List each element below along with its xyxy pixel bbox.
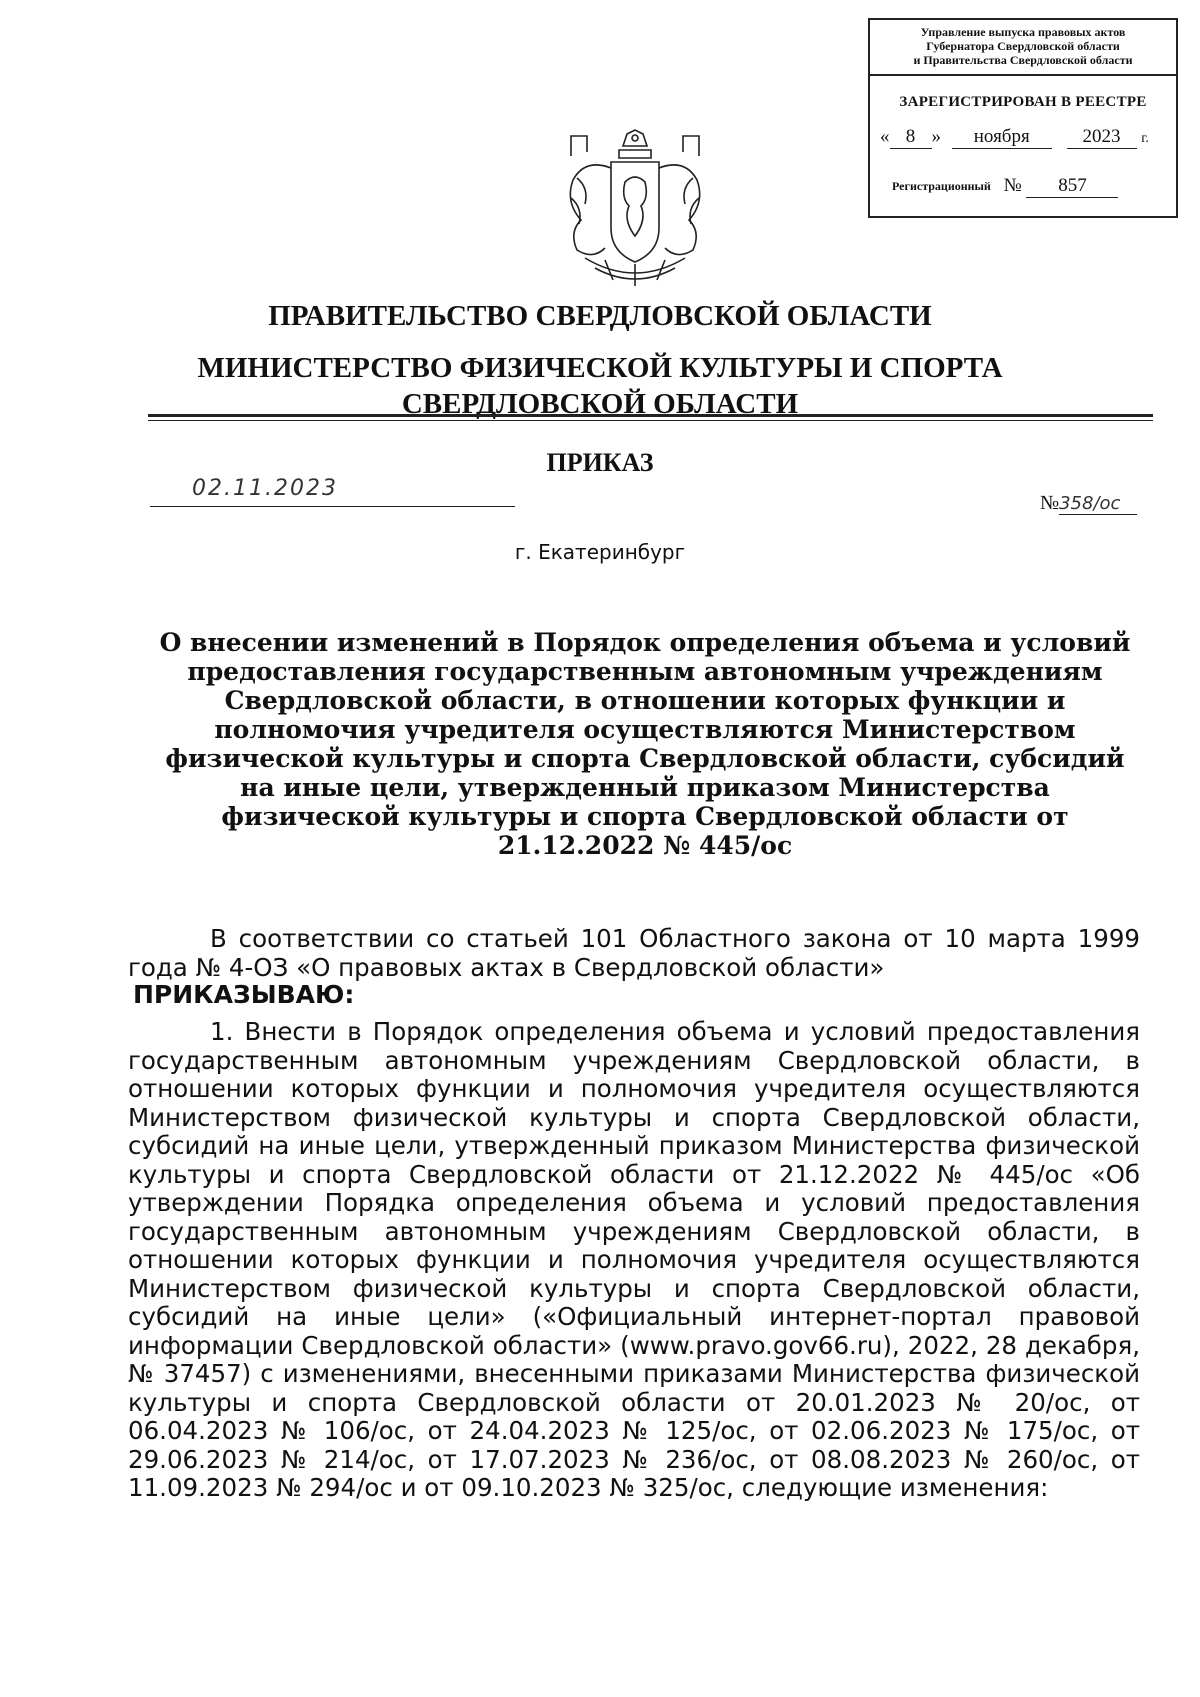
header-rule-thick: [148, 414, 1153, 417]
stamp-month: ноября: [952, 126, 1052, 149]
order-date-handwritten: 02.11.2023: [192, 476, 338, 501]
stamp-header-line: Губернатора Свердловской области: [926, 39, 1120, 53]
stamp-year-suffix: г.: [1141, 131, 1149, 146]
stamp-registered-label: ЗАРЕГИСТРИРОВАН В РЕЕСТРЕ: [899, 94, 1147, 110]
ministry-title-line: МИНИСТЕРСТВО ФИЗИЧЕСКОЙ КУЛЬТУРЫ И СПОРТА: [197, 352, 1003, 384]
item-1-paragraph: 1. Внести в Порядок определения объема и условий предоставления государственным автономным учреждениям Свердловской области, в отношении которых функции и полномочия учредителя осуществляются Министерством физической культуры и спорта Свердловской области, субсидий на иные цели, утвержденный приказом Министерства физической культуры и спорта Свердловской области от 21.12.2022 № 445/ос «Об утверждении Порядка определения объема и условий предоставления государственным автономным учреждениям Свердловской области, в отношении которых функции и полномочия учредителя осуществляются Министерством физической культуры и спорта Свердловской области, субсидий на иные цели» («Официальный интернет-портал правовой информации Свердловской области» (www.pravo.gov66.ru), 2022, 28 декабря, № 37457) с изменениями, внесенными приказами Министерства физической культуры и спорта Свердловской области от 20.01.2023 № 20/ос, от 06.04.2023 № 106/ос, от 24.04.2023 № 125/ос, от 02.06.2023 № 175/ос, от 29.06.2023 № 214/ос, от 17.07.2023 № 236/ос, от 08.08.2023 № 260/ос, от 11.09.2023 № 294/ос и от 09.10.2023 № 325/ос, следующие изменения:: [128, 1017, 1140, 1502]
stamp-header-line: Управление выпуска правовых актов: [920, 25, 1126, 39]
stamp-day: 8: [890, 126, 932, 149]
order-number-sign: №: [1040, 492, 1060, 514]
stamp-close-quote: »: [931, 126, 941, 147]
order-title: О внесении изменений в Порядок определения объема и условий предоставления государственным автономным учреждениям Свердловской области, в отношении которых функции и полномочия учредителя осуществляются Министерством физической культуры и спорта Свердловской области, субсидий на иные цели, утвержденный приказом Министерства физической культуры и спорта Свердловской области от 21.12.2022 № 445/ос: [159, 628, 1131, 860]
stamp-header: [870, 20, 1176, 76]
order-number: [1040, 492, 1137, 515]
order-date-line: [150, 476, 515, 507]
order-number-handwritten: 358/ос: [1059, 493, 1137, 515]
ministry-title: [0, 350, 1200, 422]
stamp-number-value: 857: [1026, 175, 1118, 198]
ministry-title-line: СВЕРДЛОВСКОЙ ОБЛАСТИ: [401, 388, 799, 420]
coat-of-arms-icon: [555, 128, 715, 290]
stamp-number-sign: №: [1003, 175, 1022, 196]
header-rule-thin: [148, 420, 1153, 421]
stamp-year: 2023: [1067, 126, 1137, 149]
stamp-header-line: и Правительства Свердловской области: [913, 53, 1133, 67]
document-type: ПРИКАЗ: [546, 448, 654, 477]
registration-stamp: [868, 18, 1178, 218]
government-title: ПРАВИТЕЛЬСТВО СВЕРДЛОВСКОЙ ОБЛАСТИ: [268, 300, 932, 332]
stamp-number: [892, 175, 1118, 198]
city: г. Екатеринбург: [514, 540, 686, 564]
stamp-date: [880, 126, 1168, 149]
stamp-number-label: Регистрационный: [892, 179, 991, 194]
preamble-paragraph: В соответствии со статьей 101 Областного закона от 10 марта 1999 года № 4-ОЗ «О правовых актах в Свердловской области»: [128, 924, 1140, 982]
stamp-open-quote: «: [880, 126, 890, 147]
order-word: ПРИКАЗЫВАЮ:: [133, 980, 355, 1009]
